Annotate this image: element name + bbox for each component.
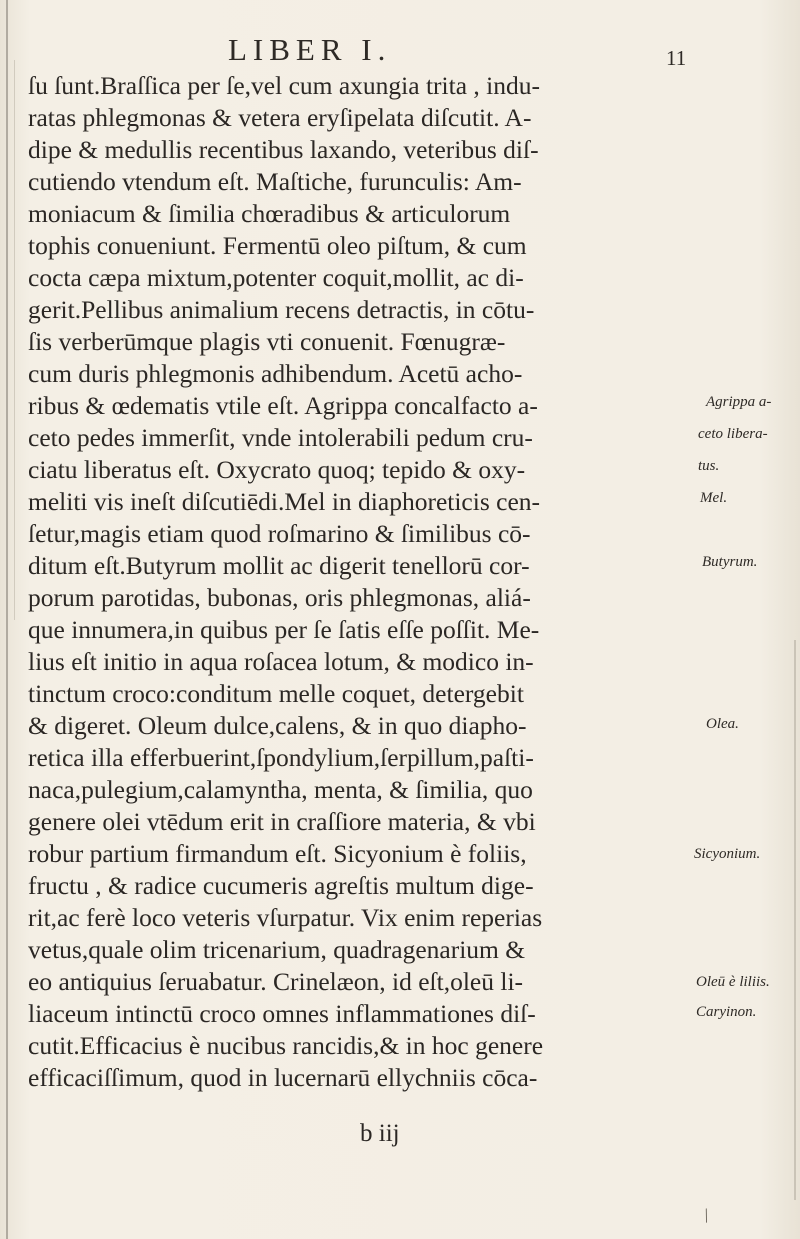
text-line: tophis conueniunt. Fermentū oleo piſtum, & cum (28, 231, 527, 260)
text-line: lius eſt initio in aqua roſacea lotum, & modico in- (28, 647, 534, 676)
text-line: ratas phlegmonas & vetera eryſipelata diſcutit. A- (28, 103, 532, 132)
text-line: & digeret. Oleum dulce,calens, & in quo diapho- (28, 711, 527, 740)
text-line: efficaciſſimum, quod in lucernarū ellychniis cōca- (28, 1063, 538, 1092)
margin-note-agrippa-cont: ceto libera- (698, 426, 768, 442)
text-line: ſetur,magis etiam quod roſmarino & ſimilibus cō- (28, 519, 531, 548)
text-line: ditum eſt.Butyrum mollit ac digerit tenellorū cor- (28, 551, 530, 580)
margin-note-caryinon: Caryinon. (696, 1004, 757, 1020)
text-line: ribus & œdematis vtile eſt. Agrippa concalfacto a- (28, 391, 538, 420)
binding-shadow (14, 60, 15, 620)
text-line: fructu , & radice cucumeris agreſtis multum dige- (28, 871, 534, 900)
page-header (0, 26, 800, 70)
text-line: meliti vis ineſt diſcutiēdi.Mel in diaphoreticis cen- (28, 487, 541, 516)
margin-note-oleum-liliis: Oleū è liliis. (696, 974, 770, 990)
text-line: liaceum intinctū croco omnes inflammationes diſ- (28, 999, 536, 1028)
margin-note-agrippa-end: tus. (698, 458, 720, 474)
signature-mark: b iij (360, 1120, 400, 1147)
page-edge (794, 640, 796, 1200)
text-line: naca,pulegium,calamyntha, menta, & ſimilia, quo (28, 775, 533, 804)
page-number: 11 (666, 46, 687, 70)
text-line: ciatu liberatus eſt. Oxycrato quoq; tepido & oxy- (28, 455, 526, 484)
running-head: LIBER I. (228, 32, 392, 67)
text-line: porum parotidas, bubonas, oris phlegmonas, aliá- (28, 583, 531, 612)
text-line: cutit.Efficacius è nucibus rancidis,& in hoc genere (28, 1031, 544, 1060)
margin-note-agrippa: Agrippa a- (706, 394, 772, 410)
text-line: tinctum croco:conditum melle coquet, detergebit (28, 679, 524, 708)
text-line: cum duris phlegmonis adhibendum. Acetū acho- (28, 359, 523, 388)
text-line: ceto pedes immerſit, vnde intolerabili pedum cru- (28, 423, 533, 452)
text-line: robur partium firmandum eſt. Sicyonium è foliis, (28, 839, 527, 868)
margin-note-olea: Olea. (706, 716, 739, 732)
text-line: cutiendo vtendum eſt. Maſtiche, furunculis: Am- (28, 167, 522, 196)
binding-edge (6, 0, 8, 1239)
text-line: genere olei vtēdum erit in craſſiore materia, & vbi (28, 807, 536, 836)
margin-note-sicyonium: Sicyonium. (694, 846, 761, 862)
text-line: que innumera,in quibus per ſe ſatis eſſe poſſit. Me- (28, 615, 540, 644)
text-line: retica illa efferbuerint,ſpondylium,ſerpillum,paſti- (28, 743, 534, 772)
text-line: ſis verberūmque plagis vti conuenit. Fœnugræ- (28, 327, 506, 356)
text-line: eo antiquius ſeruabatur. Crinelæon, id eſt,oleū li- (28, 967, 524, 996)
margin-note-butyrum: Butyrum. (702, 554, 758, 570)
text-line: cocta cæpa mixtum,potenter coquit,mollit, ac di- (28, 263, 524, 292)
text-line: moniacum & ſimilia chœradibus & articulorum (28, 199, 511, 228)
text-line: gerit.Pellibus animalium recens detractis, in cōtu- (28, 295, 535, 324)
text-line: ſu ſunt.Braſſica per ſe,vel cum axungia trita , indu- (28, 71, 540, 100)
text-line: vetus,quale olim tricenarium, quadragenarium & (28, 935, 526, 964)
text-line: dipe & medullis recentibus laxando, veteribus diſ- (28, 135, 539, 164)
margin-note-mel: Mel. (700, 490, 728, 506)
pen-stroke: / (700, 1204, 713, 1228)
text-line: rit,ac ferè loco veteris vſurpatur. Vix enim reperias (28, 903, 543, 932)
